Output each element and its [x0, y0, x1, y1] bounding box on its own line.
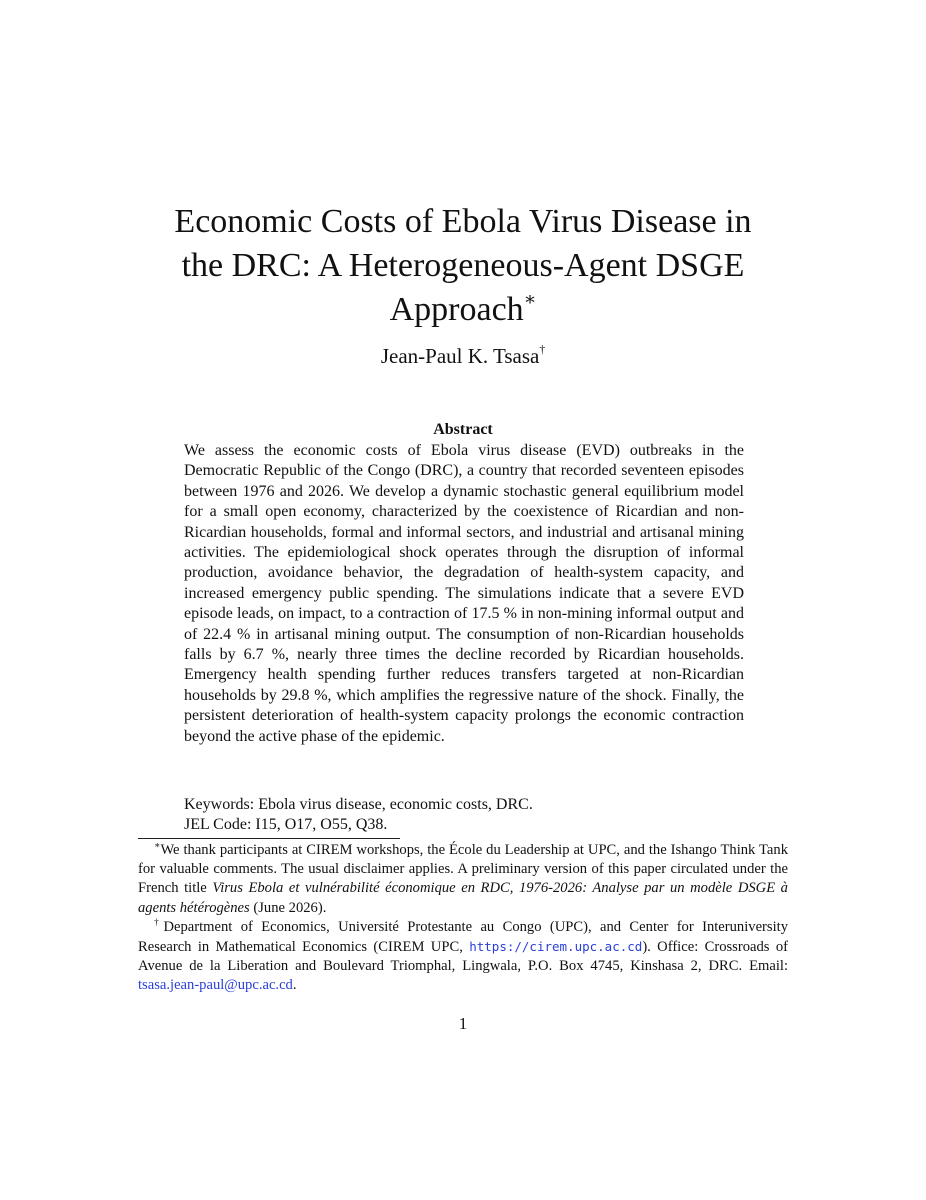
abstract-text: We assess the economic costs of Ebola virus disease (EVD) outbreaks in the Democratic Republic of the Congo (DRC), a country that recorded seventeen episodes between 1976 and 2026. We develop a dynamic stochastic general equilibrium model for a small open economy, characterized by the coexistence of Ricardian and non-Ricardian households, formal and informal sectors, and industrial and artisanal mining activities. The epidemiological shock operates through the disruption of informal production, avoidance behavior, the degradation of health-system capacity, and increased emergency public spending. The simulations indicate that a severe EVD episode leads, on impact, to a contraction of 17.5 % in non-mining informal output and of 22.4 % in artisanal mining output. The consumption of non-Ricardian households falls by 6.7 %, nearly three times the decline recorded by Ricardian households. Emergency health spending further reduces transfers targeted at non-Ricardian households by 29.8 %, which amplifies the regressive nature of the shock. Finally, the persistent deterioration of health-system capacity prolongs the economic contraction beyond the active phase of the epidemic.: [184, 442, 744, 745]
author-name-text: Jean-Paul K. Tsasa: [380, 344, 540, 368]
author-footnote-mark: †: [539, 344, 546, 357]
title-line-1: Economic Costs of Ebola Virus Disease in: [174, 203, 752, 240]
cirem-url-link[interactable]: https://cirem.upc.ac.cd: [469, 939, 643, 955]
footnote-2-text-b: ). Office: Crossroads of Avenue de la Liberation and Boulevard Triomphal, Lingwala, P.O. Box 4745, Kinshasa 2, DRC. Email:: [138, 939, 788, 975]
footnote-1-text-a: We thank participants at CIREM workshops, the École du Leadership at UPC, and the Ishango Think Tank for valuable comments. The usual disclaimer applies. A preliminary version of this paper circulated under the French title: [138, 842, 788, 897]
title-footnote-mark: ∗: [523, 288, 537, 310]
footnotes: [138, 841, 788, 996]
footnote-rule: [138, 838, 400, 839]
footnote-1-french-title: Virus Ebola et vulnérabilité économique en RDC, 1976-2026: Analyse par un modèle DSGE à agents hétérogènes: [138, 880, 788, 916]
footnote-affiliation: [138, 918, 788, 996]
paper-title: [120, 200, 806, 332]
author-email-link[interactable]: tsasa.jean-paul@upc.ac.cd: [138, 977, 293, 994]
footnote-1-text-b: (June 2026).: [249, 899, 327, 916]
footnote-2-text-a: Department of Economics, Université Protestante au Congo (UPC), and Center for Interuniversity Research in Mathematical Economics (CIREM UPC,: [138, 918, 788, 956]
footnote-1-mark: ∗: [154, 841, 161, 852]
title-line-3: Approach: [389, 291, 524, 328]
title-line-2: the DRC: A Heterogeneous-Agent DSGE: [181, 247, 745, 284]
jel-code-line: JEL Code: I15, O17, O55, Q38.: [184, 816, 388, 834]
footnote-acknowledgements: [138, 841, 788, 918]
author-name: [120, 342, 806, 370]
abstract-heading: Abstract: [433, 421, 493, 438]
keywords-block: [184, 795, 744, 836]
page-number: 1: [458, 1014, 468, 1033]
keywords-line: Keywords: Ebola virus disease, economic costs, DRC.: [184, 796, 533, 813]
footnote-2-mark: †: [154, 917, 164, 928]
footnote-2-text-c: .: [292, 977, 297, 994]
